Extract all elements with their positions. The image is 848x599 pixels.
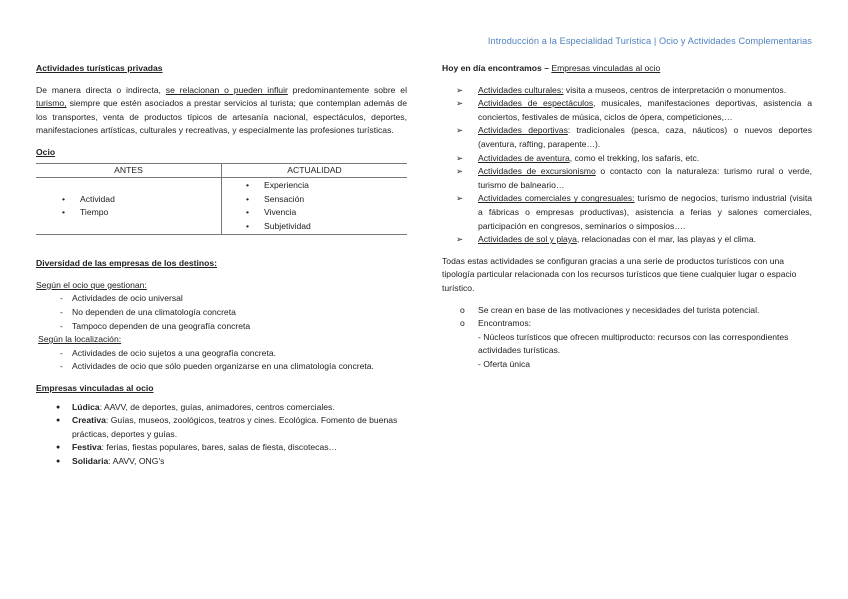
list-item: - No dependen de una climatología concreta xyxy=(36,306,407,320)
list-item xyxy=(442,165,812,192)
item-text: : Guías, museos, zoológicos, teatros y cines. Ecológica. Fomento de buenas prácticas, deportes y guías. xyxy=(72,415,398,439)
list-item: • Tiempo xyxy=(36,206,221,220)
list-item: - Actividades de ocio que sólo pueden organizarse en una climatología concreta. xyxy=(36,360,407,374)
cell-antes xyxy=(36,178,222,235)
text-underlined: se relacionan o pueden influir xyxy=(165,84,288,95)
list-item: - Actividades de ocio universal xyxy=(36,292,407,306)
item-text: : tradicionales (pesca, caza, náuticos) o nuevos deportes (aventura, rafting, parapente…). xyxy=(478,125,813,149)
list-item: - Actividades de ocio sujetos a una geografía concreta. xyxy=(36,347,407,361)
item-label: Festiva xyxy=(72,442,102,453)
list-item xyxy=(442,84,812,98)
heading-hoy-en-dia xyxy=(442,62,812,76)
item-text: : AAVV, ONG's xyxy=(108,455,165,466)
list-item: o Encontramos: xyxy=(442,317,812,331)
list-item xyxy=(442,152,812,166)
item-text: , musicales, manifestaciones deportivas, asistencia a conciertos, festivales de música, ciclos de ópera, competiciones,… xyxy=(478,98,812,122)
item-label: Actividades de sol y playa xyxy=(478,234,577,245)
list-item: • Subjetividad xyxy=(222,220,407,234)
ocio-table xyxy=(36,163,407,236)
text-part: predominantemente sobre el xyxy=(287,84,407,95)
heading-ocio: Ocio xyxy=(36,146,56,157)
item-text: , como el trekking, los safaris, etc. xyxy=(569,152,700,163)
column-header-actualidad: ACTUALIDAD xyxy=(222,163,408,178)
list-item xyxy=(442,233,812,247)
sub-item-nucleos: - Núcleos turísticos que ofrecen multiproducto: recursos con las correspondientes actividades turísticas. xyxy=(478,331,789,356)
item-label: Actividades deportivas xyxy=(478,125,568,136)
item-label: Lúdica xyxy=(72,401,100,412)
list-item xyxy=(36,455,407,469)
list-item xyxy=(36,441,407,455)
list-actualidad xyxy=(222,179,407,233)
list-item: • Experiencia xyxy=(222,179,407,193)
list-item xyxy=(442,192,812,233)
item-text: : ferias, fiestas populares, bares, salas de fiesta, discotecas… xyxy=(101,442,338,453)
list-empresas xyxy=(36,401,407,469)
paragraph-productos-turisticos: Todas estas actividades se configuran gracias a una serie de productos turísticos con una tipología particular relacionada con los recursos turísticos que tiene cualquier lugar o espacio turístico. xyxy=(442,255,797,293)
text-part: siempre que estén asociados a prestar servicios al turista; que contemplan además de los transportes, venta de productos típicos de artesanía nacional, espectáculos, deportes, manifestaciones artísticas, culturales y recreativas, y especialmente las profesiones turísticas. xyxy=(36,98,407,136)
list-antes xyxy=(36,193,221,220)
list-actividades xyxy=(442,84,812,247)
item-text: : AAVV, de deportes, guías, animadores, centros comerciales. xyxy=(99,401,335,412)
list-item: • Actividad xyxy=(36,193,221,207)
subheading-segun-localizacion: Según la localización: xyxy=(38,334,122,345)
list-item: - Tampoco dependen de una geografía concreta xyxy=(36,320,407,334)
item-label: Actividades de aventura xyxy=(478,152,570,163)
item-label: Actividades de excursionismo xyxy=(478,166,596,177)
list-segun-localizacion xyxy=(36,347,407,374)
sub-item-oferta-unica: - Oferta única xyxy=(478,358,531,369)
item-label: Actividades culturales: xyxy=(478,84,564,95)
list-item xyxy=(442,97,812,124)
item-label: Actividades de espectáculos xyxy=(478,98,594,109)
column-header-antes: ANTES xyxy=(36,163,222,178)
list-segun-ocio xyxy=(36,292,407,333)
item-label: Creativa xyxy=(72,415,106,426)
right-column xyxy=(442,62,812,371)
heading-empresas-vinculadas: Empresas vinculadas al ocio xyxy=(36,382,154,393)
heading-underlined-part: Empresas vinculadas al ocio xyxy=(551,63,661,73)
text-underlined: turismo, xyxy=(36,98,67,109)
list-item: • Sensación xyxy=(222,193,407,207)
item-text: , relacionadas con el mar, las playas y el clima. xyxy=(576,234,757,245)
paragraph-actividades-privadas xyxy=(36,84,407,138)
list-item: o Se crean en base de las motivaciones y necesidades del turista potencial. xyxy=(442,304,812,318)
item-label: Solidaria xyxy=(72,455,109,466)
list-caracteristicas xyxy=(442,304,812,331)
list-item xyxy=(36,414,407,441)
item-text: turismo de negocios, turismo industrial (visita a fábricas o empresas productivas), asistencia a ferias y salones comerciales, participación en congresos, seminarios o simposios…. xyxy=(478,193,812,231)
item-text: visita a museos, centros de interpretación o monumentos. xyxy=(563,84,787,95)
item-label: Actividades comerciales y congresuales: xyxy=(478,193,635,204)
text-part: De manera directa o indirecta, xyxy=(36,84,166,95)
list-item xyxy=(36,401,407,415)
list-item xyxy=(442,124,812,151)
left-column xyxy=(36,62,407,468)
heading-actividades-privadas: Actividades turísticas privadas xyxy=(36,63,163,73)
heading-bold-part: Hoy en día encontramos – xyxy=(442,63,552,73)
page-header: Introducción a la Especialidad Turística | Ocio y Actividades Complementarias xyxy=(487,36,812,46)
subheading-segun-ocio: Según el ocio que gestionan: xyxy=(36,279,147,290)
list-item: • Vivencia xyxy=(222,206,407,220)
cell-actualidad xyxy=(222,178,408,235)
item-text: o contacto con la naturaleza: turismo rural o verde, turismo de balneario… xyxy=(478,166,812,190)
heading-diversidad: Diversidad de las empresas de los destinos: xyxy=(36,258,218,269)
